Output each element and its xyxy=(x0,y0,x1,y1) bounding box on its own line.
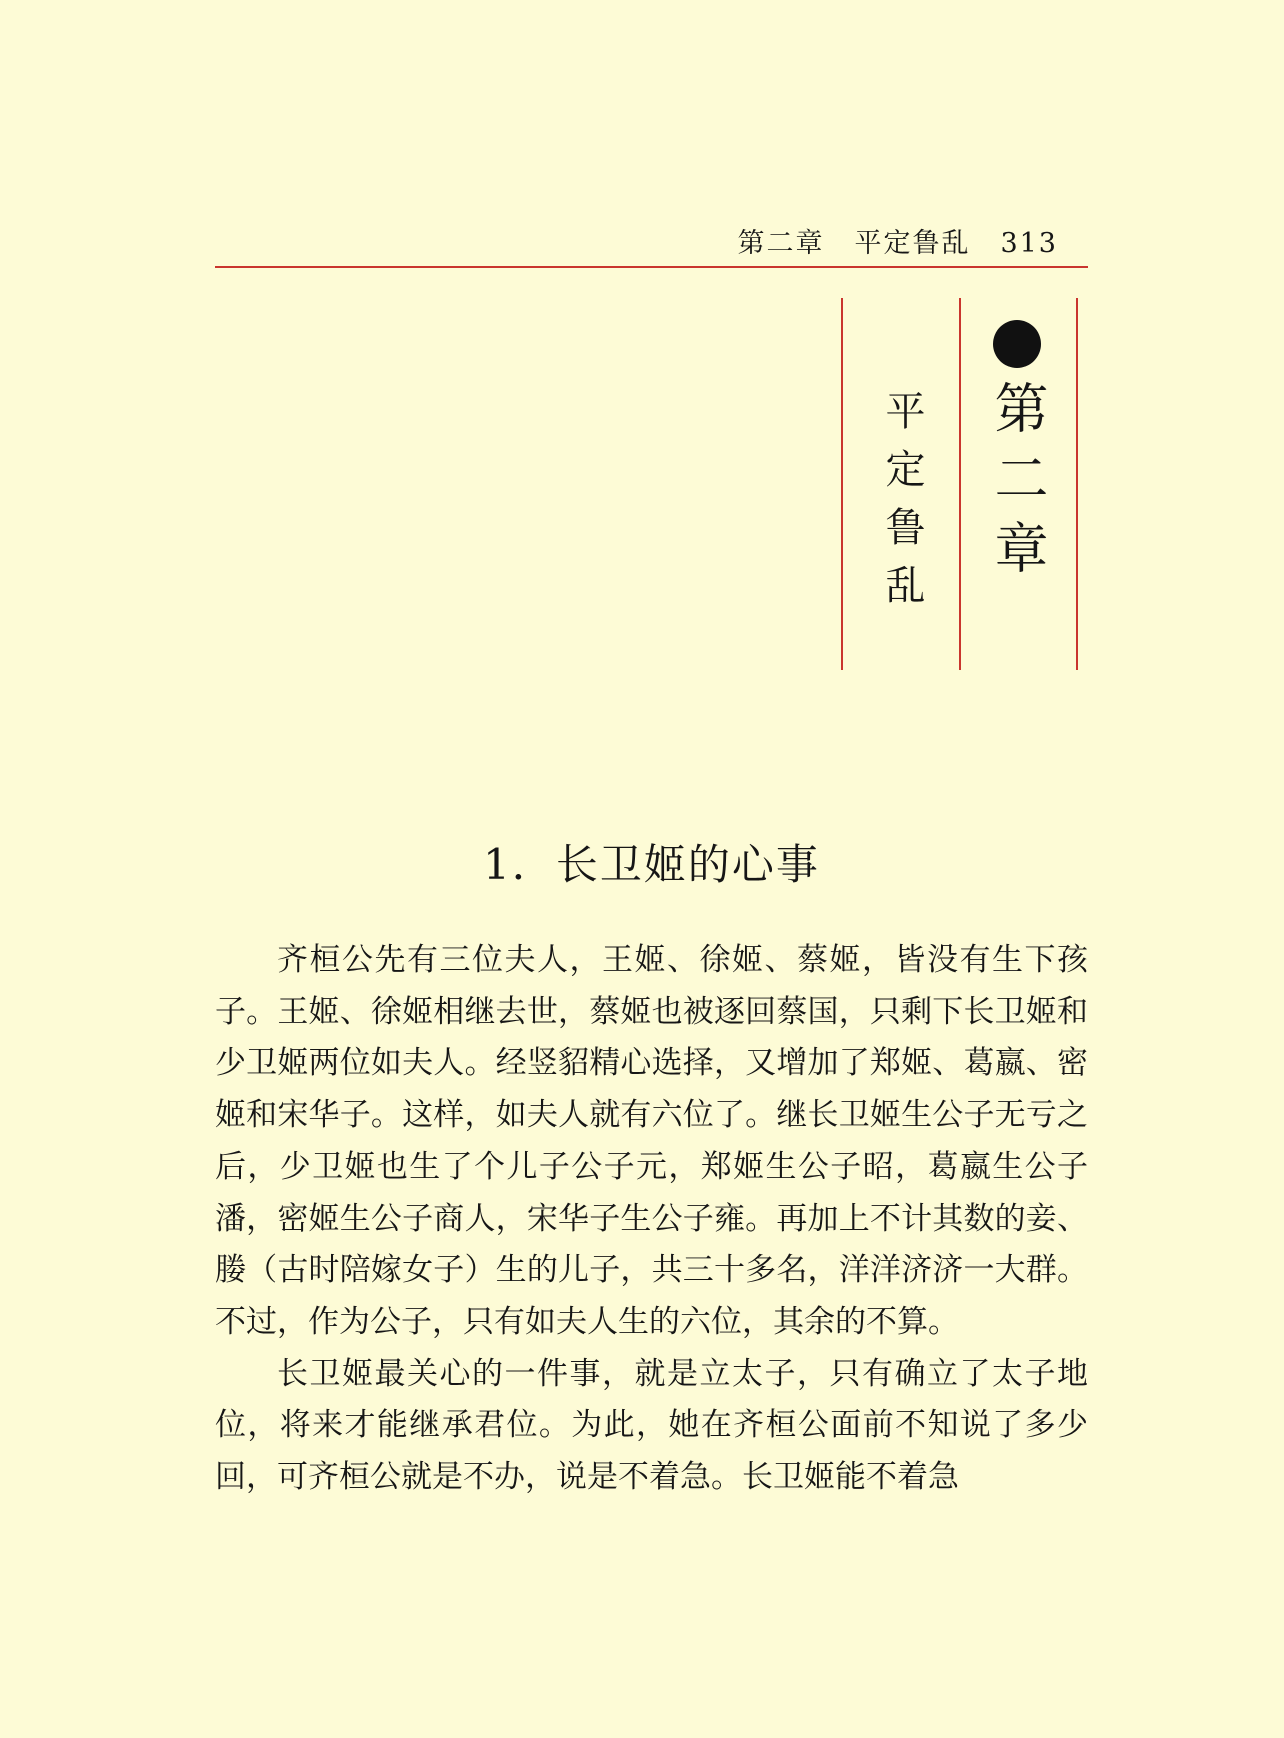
running-header-title: 平定鲁乱 xyxy=(854,228,971,259)
paragraph: 长卫姬最关心的一件事，就是立太子，只有确立了太子地位，将来才能继承君位。为此，她在齐桓公面前不知说了多少回，可齐桓公就是不办，说是不着急。长卫姬能不着急 xyxy=(215,1355,1088,1496)
chapter-rule-right xyxy=(1076,298,1078,670)
running-header-chapter: 第二章 xyxy=(737,228,825,259)
chapter-rule-left xyxy=(841,298,843,670)
chapter-title: 平定鲁乱 xyxy=(879,390,925,622)
chapter-rule-middle xyxy=(959,298,961,670)
paragraph: 齐桓公先有三位夫人，王姬、徐姬、蔡姬，皆没有生下孩子。王姬、徐姬相继去世，蔡姬也被逐回蔡国，只剩下长卫姬和少卫姬两位如夫人。经竖貂精心选择，又增加了郑姬、葛嬴、密姬和宋华子。这样，如夫人就有六位了。继长卫姬生公子无亏之后，少卫姬也生了个儿子公子元，郑姬生公子昭，葛嬴生公子潘，密姬生公子商人，宋华子生公子雍。再加上不计其数的妾、媵（古时陪嫁女子）生的儿子，共三十多名，洋洋济济一大群。不过，作为公子，只有如夫人生的六位，其余的不算。 xyxy=(215,942,1088,1340)
section-title: 1．长卫姬的心事 xyxy=(483,840,820,889)
chapter-bullet-icon xyxy=(993,320,1041,368)
running-header-text xyxy=(737,221,1058,260)
chapter-heading xyxy=(841,298,1078,670)
running-header xyxy=(215,212,1088,268)
chapter-number: 第二章 xyxy=(986,380,1049,590)
header-rule xyxy=(215,266,1088,268)
page-number: 313 xyxy=(1000,228,1058,259)
body-text xyxy=(215,935,1088,1504)
